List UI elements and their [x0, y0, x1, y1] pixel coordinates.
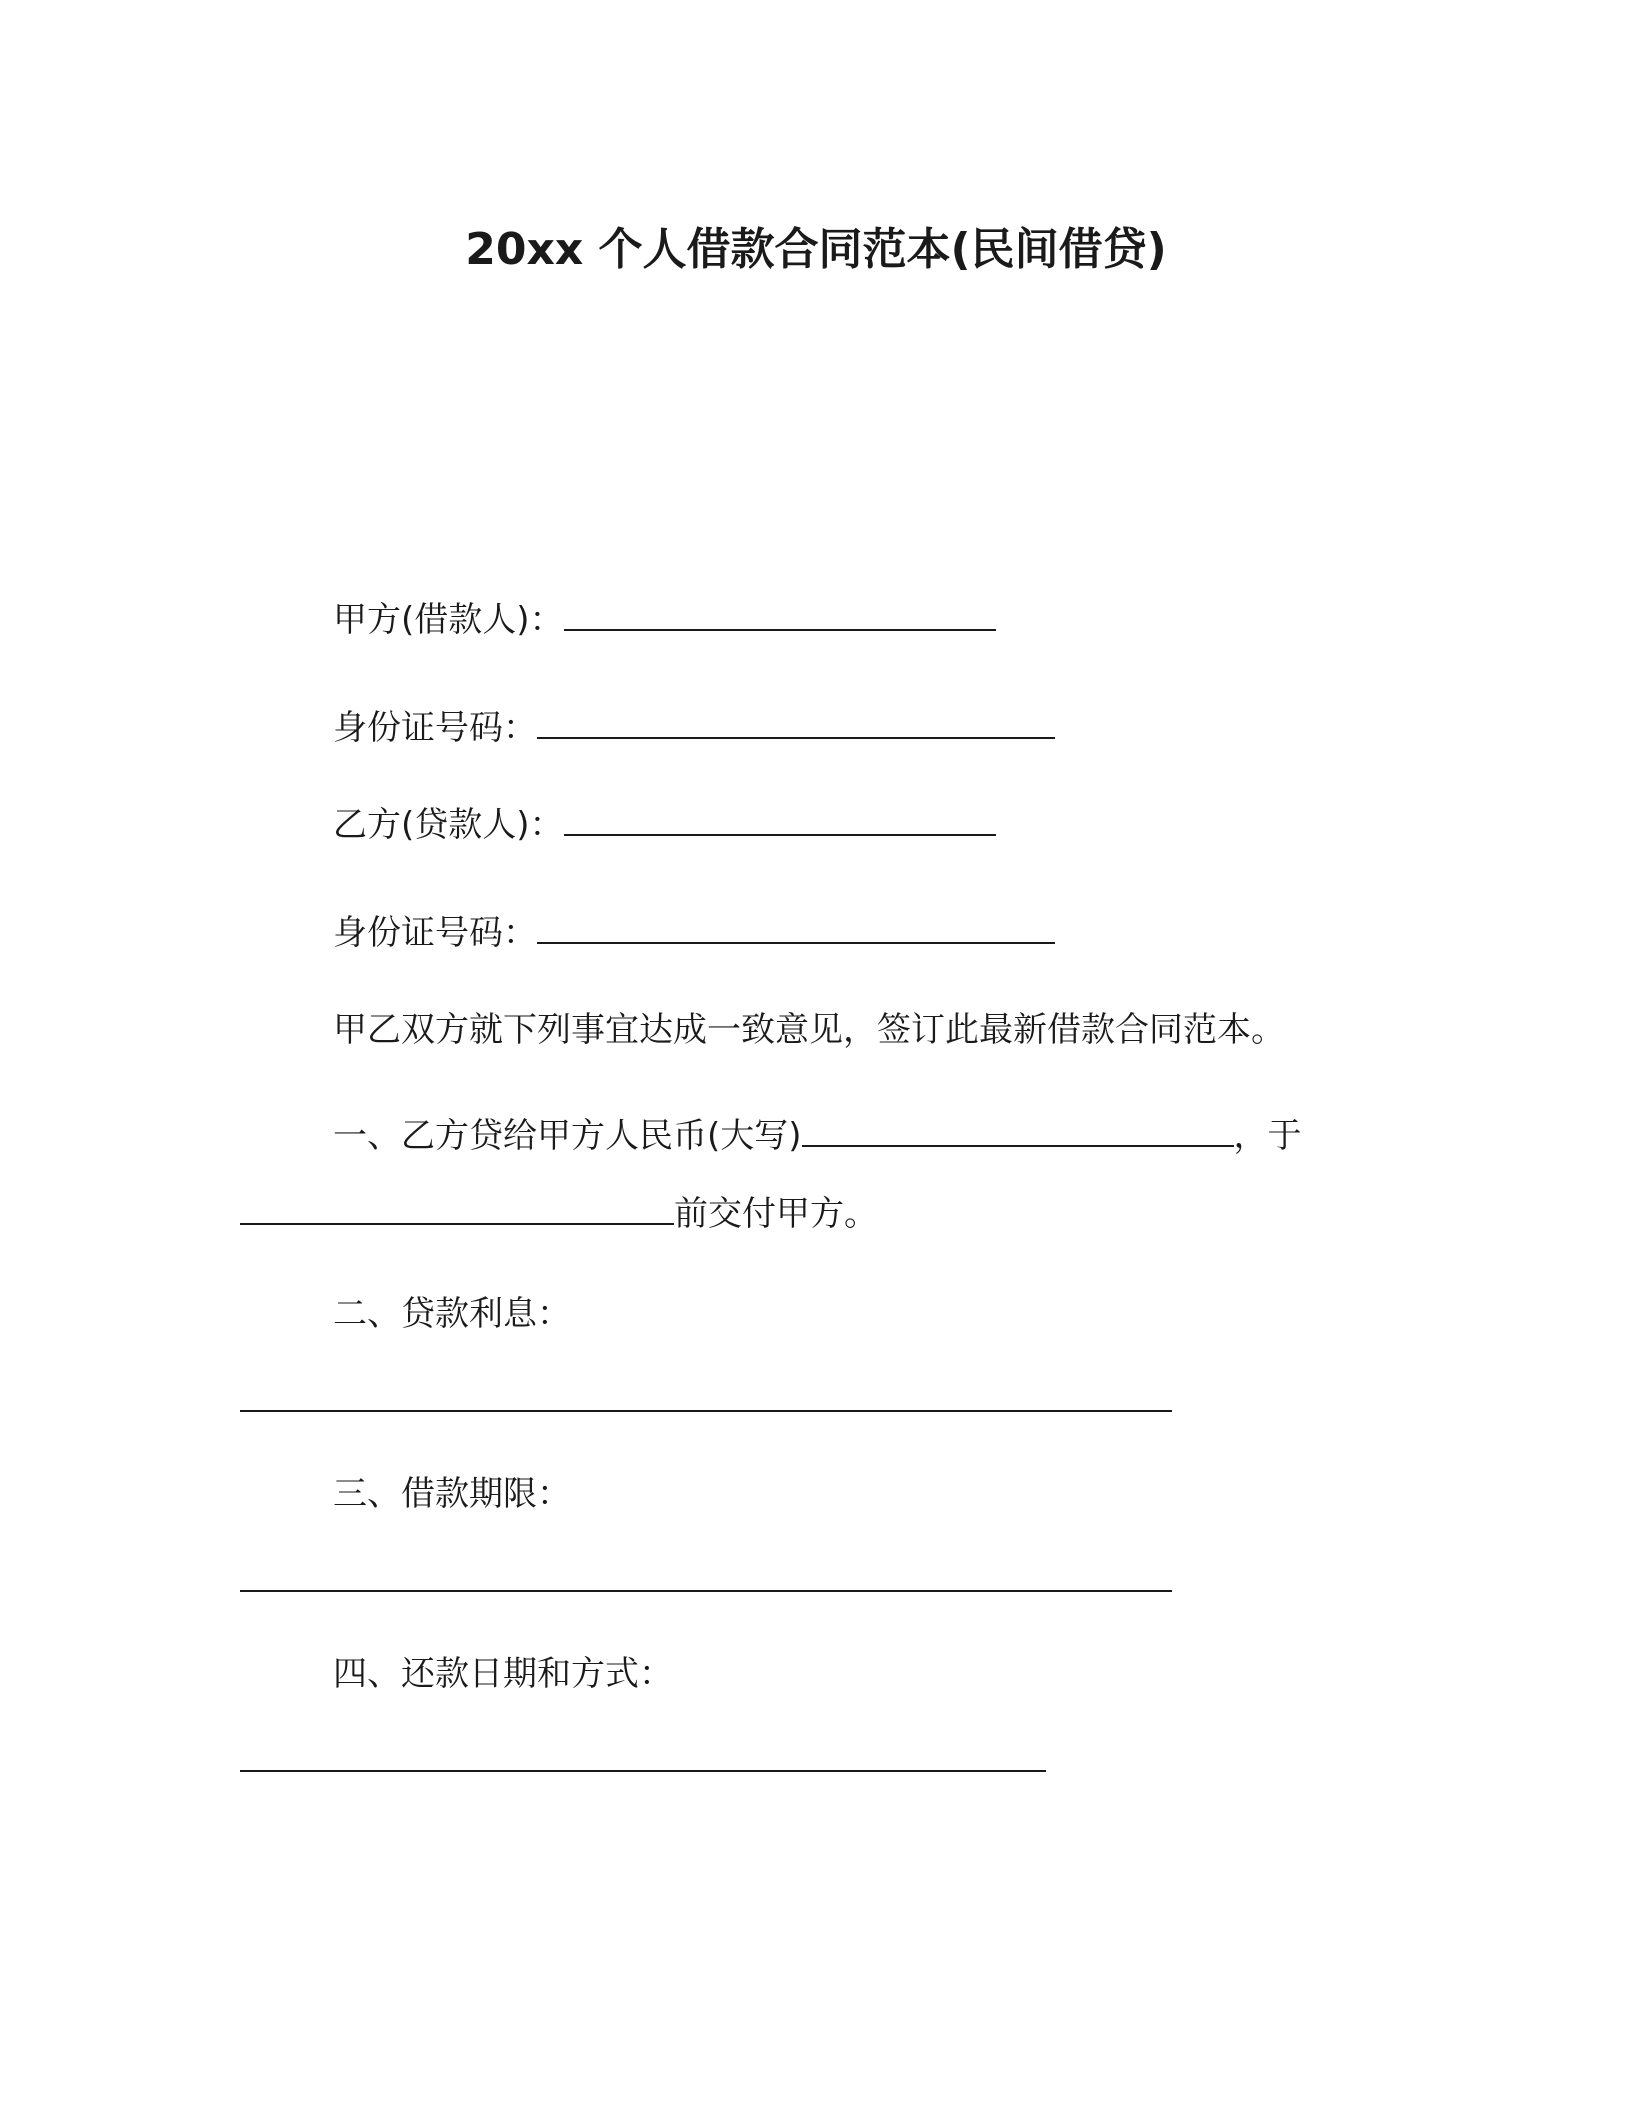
party-a-label: 甲方(借款人)： — [333, 600, 564, 640]
party-a-blank[interactable] — [564, 599, 996, 631]
party-b-label: 乙方(贷款人)： — [333, 805, 564, 845]
clause-1-row-2 — [240, 1192, 878, 1236]
party-a-id-blank[interactable] — [537, 707, 1055, 739]
party-b-blank[interactable] — [564, 804, 996, 836]
clause-1-mid: ，于 — [1233, 1116, 1302, 1156]
party-b-id-row — [333, 911, 1055, 955]
party-a-id-row — [333, 706, 1055, 750]
intro-paragraph: 甲乙双方就下列事宜达成一致意见，签订此最新借款合同范本。 — [333, 1010, 1285, 1050]
clause-4-heading: 四、还款日期和方式： — [333, 1654, 673, 1694]
clause-3-blank[interactable] — [240, 1590, 1172, 1592]
party-a-id-label: 身份证号码： — [333, 708, 537, 748]
document-title: 20xx 个人借款合同范本(民间借贷) — [465, 224, 1167, 275]
party-b-id-blank[interactable] — [537, 912, 1055, 944]
clause-1-row — [333, 1114, 1302, 1158]
clause-1-date-blank[interactable] — [240, 1193, 674, 1225]
clause-3-heading: 三、借款期限： — [333, 1474, 571, 1514]
clause-1-suffix: 前交付甲方。 — [674, 1194, 878, 1234]
clause-4-blank[interactable] — [240, 1770, 1046, 1772]
clause-2-blank[interactable] — [240, 1410, 1172, 1412]
party-b-id-label: 身份证号码： — [333, 913, 537, 953]
party-a-row — [333, 598, 996, 642]
clause-1-amount-blank[interactable] — [802, 1115, 1234, 1147]
clause-2-heading: 二、贷款利息： — [333, 1294, 571, 1334]
clause-1-prefix: 一、乙方贷给甲方人民币(大写) — [333, 1116, 802, 1156]
party-b-row — [333, 803, 996, 847]
